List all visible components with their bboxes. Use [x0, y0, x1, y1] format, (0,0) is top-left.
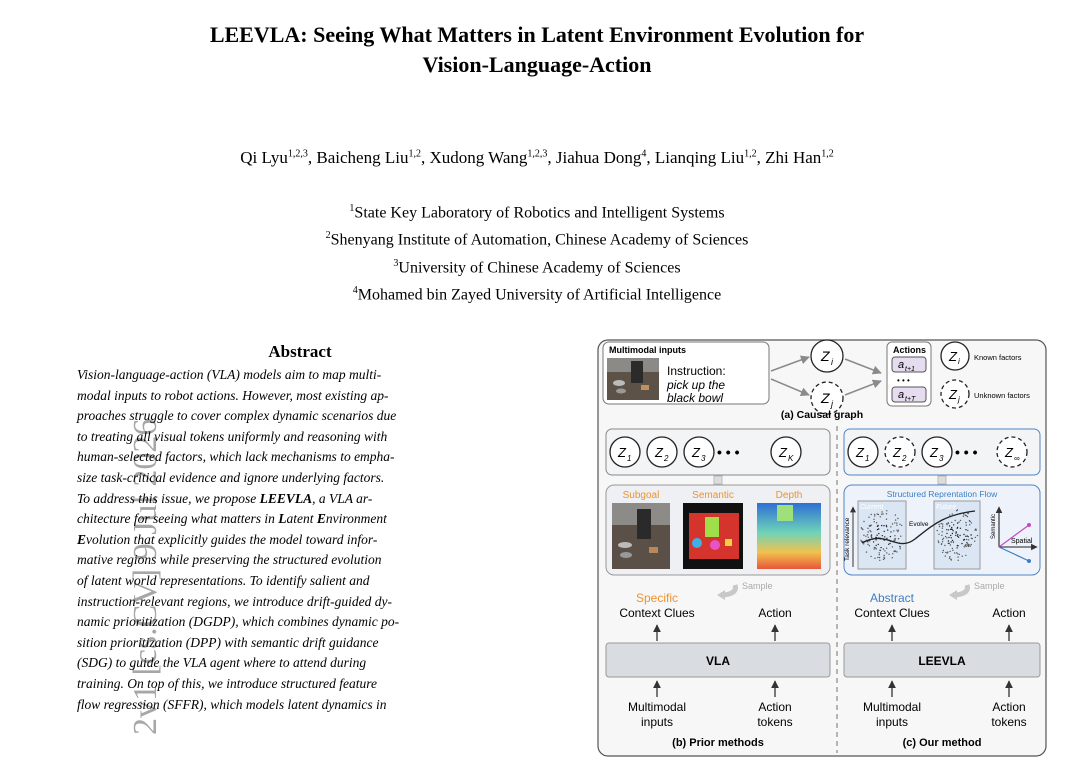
caption-c: (c) Our method — [902, 737, 982, 749]
factor-node — [885, 437, 915, 467]
future-label: Future — [936, 504, 957, 511]
abstract-line: modal inputs to robot actions. However, most existing ap- — [77, 387, 389, 403]
factor-node — [610, 437, 640, 467]
svg-text:Z: Z — [949, 349, 957, 364]
semantic-label: Semantic — [692, 490, 734, 501]
svg-text:j: j — [831, 399, 833, 409]
svg-text:1: 1 — [865, 454, 870, 463]
current-frame — [858, 501, 906, 569]
svg-text:2: 2 — [664, 454, 669, 463]
affiliation-list — [0, 197, 1074, 306]
abstract-line: namic prioritization (DGDP), which combines dynamic po- — [77, 614, 400, 630]
spatial-axis-label: Spatial — [1011, 538, 1033, 545]
depth-image — [757, 503, 821, 569]
author-affiliation-sup: 4 — [641, 148, 647, 160]
factor-node — [684, 437, 714, 467]
overview-figure — [597, 339, 1047, 757]
abstract-line: sition prioritization (DPP) with semantic drift guidance — [77, 634, 379, 650]
svg-text:2: 2 — [902, 454, 907, 463]
svg-text:Z: Z — [692, 445, 700, 460]
factor-ellipsis: • • • — [717, 444, 740, 460]
author-name: Jiahua Dong — [555, 148, 642, 167]
svg-text:Z: Z — [821, 348, 830, 364]
right-action-label: Action — [992, 606, 1026, 620]
robot-scene-image — [607, 358, 659, 400]
right-action-tokens-1: Action — [992, 700, 1026, 714]
abstract-line: of latent world representations. To identify salient and — [77, 573, 370, 588]
instruction-text-1: pick up the — [667, 378, 726, 392]
abstract-line: to treating all visual tokens uniformly and reasoning with — [77, 428, 388, 444]
caption-a: (a) Causal graph — [780, 409, 864, 421]
right-action-tokens-2: tokens — [991, 715, 1027, 729]
left-action-label: Action — [758, 606, 792, 620]
svg-text:Z: Z — [893, 445, 901, 460]
svg-text:K: K — [788, 454, 794, 463]
subgoal-image — [612, 503, 670, 569]
abstract-line: training. On top of this, we introduce structured feature — [77, 676, 377, 691]
svg-text:3: 3 — [939, 454, 944, 463]
svg-text:1: 1 — [627, 454, 632, 463]
specific-label: Specific — [635, 591, 679, 605]
author-list: Qi Lyu$^{1,2,3}$, Baicheng Liu$^{1,2}$, Xudong Wang$^{1,2,3}$, Jiahua Dong$^4$, Lianqing Liu$^{1,2}$, Zhi Han$^{1,2}$ — [240, 148, 834, 167]
instruction-label: Instruction: — [667, 364, 726, 378]
factor-node — [647, 437, 677, 467]
svg-text:Z: Z — [655, 445, 663, 460]
abstract-heading: Abstract — [268, 342, 332, 361]
flow-title: Structured Reprentation Flow — [886, 489, 998, 499]
right-multimodal-1: Multimodal — [862, 700, 922, 714]
left-context-clues: Context Clues — [619, 606, 695, 620]
svg-text:t+T: t+T — [905, 396, 916, 403]
abstract-line: Vision-language-action (VLA) models aim to map multi- — [77, 367, 382, 382]
svg-text:a: a — [898, 389, 905, 401]
left-action-tokens-2: tokens — [757, 715, 793, 729]
paper-title — [0, 20, 1074, 80]
author-name: Qi Lyu — [240, 148, 288, 167]
unknown-factors-label: Unknown factors — [974, 391, 1030, 400]
abstract-line: instruction-relevant regions, we introduce drift-guided dy- — [77, 593, 392, 609]
abstract-line: human-selected factors, which lack mechanisms to empha- — [77, 449, 395, 465]
abstract-line: proaches struggle to cover complex dynamic scenarios due — [77, 408, 397, 424]
svg-text:Z: Z — [779, 445, 787, 460]
author-affiliation-sup: 1,2,3 — [527, 148, 548, 160]
svg-text:a: a — [898, 359, 905, 371]
author-name: Zhi Han — [765, 148, 822, 167]
author-name: Lianqing Liu — [654, 148, 745, 167]
author-affiliation-sup: 1,2,3 — [287, 148, 308, 160]
left-sample-label: Sample — [742, 581, 773, 591]
abstract-line: mative regions while preserving the structured evolution — [77, 552, 382, 568]
right-multimodal-2: inputs — [875, 715, 909, 729]
current-label: Current — [860, 504, 884, 511]
svg-text:i: i — [958, 357, 960, 366]
svg-text:∞: ∞ — [1014, 454, 1020, 463]
factor-node — [922, 437, 952, 467]
subgoal-label: Subgoal — [622, 490, 660, 501]
semantic-image — [683, 503, 743, 569]
left-connector — [714, 476, 722, 484]
abstract-line: To address this issue, we propose LEEVLA, a VLA ar- — [77, 490, 373, 506]
affiliation-line: $^1$State Key Laboratory of Robotics and Intelligent Systems — [349, 203, 725, 222]
left-action-tokens-1: Action — [758, 700, 792, 714]
svg-text:t+1: t+1 — [905, 366, 915, 373]
depth-label: Depth — [775, 490, 803, 501]
svg-text:Z: Z — [856, 445, 864, 460]
svg-text:i: i — [831, 357, 833, 367]
author-affiliation-sup: 1,2 — [408, 148, 421, 160]
factor-node — [848, 437, 878, 467]
abstract-line: flow regression (SFFR), which models latent dynamics in — [77, 696, 387, 712]
evolve-label: Evolve — [909, 521, 929, 528]
known-factors-label: Known factors — [974, 353, 1022, 362]
vla-label: VLA — [706, 654, 730, 668]
factor-node — [997, 437, 1027, 467]
factor-zi-node — [811, 340, 843, 372]
actions-label: Actions — [893, 345, 927, 355]
svg-text:3: 3 — [701, 454, 706, 463]
author-name: Baicheng Liu — [316, 148, 409, 167]
right-sample-label: Sample — [974, 581, 1005, 591]
affiliation-line: $^3$University of Chinese Academy of Sciences — [393, 257, 681, 276]
leevla-label: LEEVLA — [918, 654, 966, 668]
instruction-text-2: black bowl — [667, 391, 724, 405]
affiliation-line: $^4$Mohamed bin Zayed University of Artificial Intelligence — [352, 284, 722, 304]
abstract-line: chitecture for seeing what matters in Latent Environment — [77, 511, 387, 527]
caption-b: (b) Prior methods — [672, 737, 764, 749]
abstract-label: Abstract — [869, 591, 915, 605]
factor-ellipsis: • • • — [955, 444, 978, 460]
svg-text:j: j — [958, 395, 960, 404]
right-connector — [938, 476, 946, 484]
arxiv-stamp: 2v1 [cs.CV] 9 Jul 2026 — [127, 418, 164, 735]
svg-text:Z: Z — [949, 387, 957, 402]
abstract-line: size task-critical evidence and ignore underlying factors. — [77, 470, 385, 485]
left-multimodal-2: inputs — [640, 715, 674, 729]
author-affiliation-sup: 1,2 — [821, 148, 834, 160]
svg-text:Z: Z — [1005, 445, 1013, 460]
semantic-axis-label: Semantic — [991, 513, 997, 539]
author-affiliation-sup: 1,2 — [744, 148, 757, 160]
author-name: Xudong Wang — [429, 148, 528, 167]
multimodal-inputs-label: Multimodal inputs — [609, 345, 686, 355]
svg-text:Z: Z — [821, 390, 830, 406]
right-context-clues: Context Clues — [854, 606, 930, 620]
action-dots: • • • — [897, 376, 910, 385]
title-line-1: LEEVLA: Seeing What Matters in Latent Environment Evolution for — [209, 22, 865, 47]
abstract-line: (SDG) to guide the VLA agent where to attend during — [77, 655, 367, 671]
task-relevance-label: Task relevance — [844, 517, 851, 561]
factor-node — [771, 437, 801, 467]
abstract-line: Evolution that explicitly guides the model toward infor- — [77, 531, 378, 547]
left-multimodal-1: Multimodal — [627, 700, 687, 714]
title-line-2: Vision-Language-Action — [422, 52, 652, 77]
svg-text:Z: Z — [618, 445, 626, 460]
affiliation-line: $^2$Shenyang Institute of Automation, Chinese Academy of Sciences — [325, 230, 749, 249]
svg-text:Z: Z — [930, 445, 938, 460]
